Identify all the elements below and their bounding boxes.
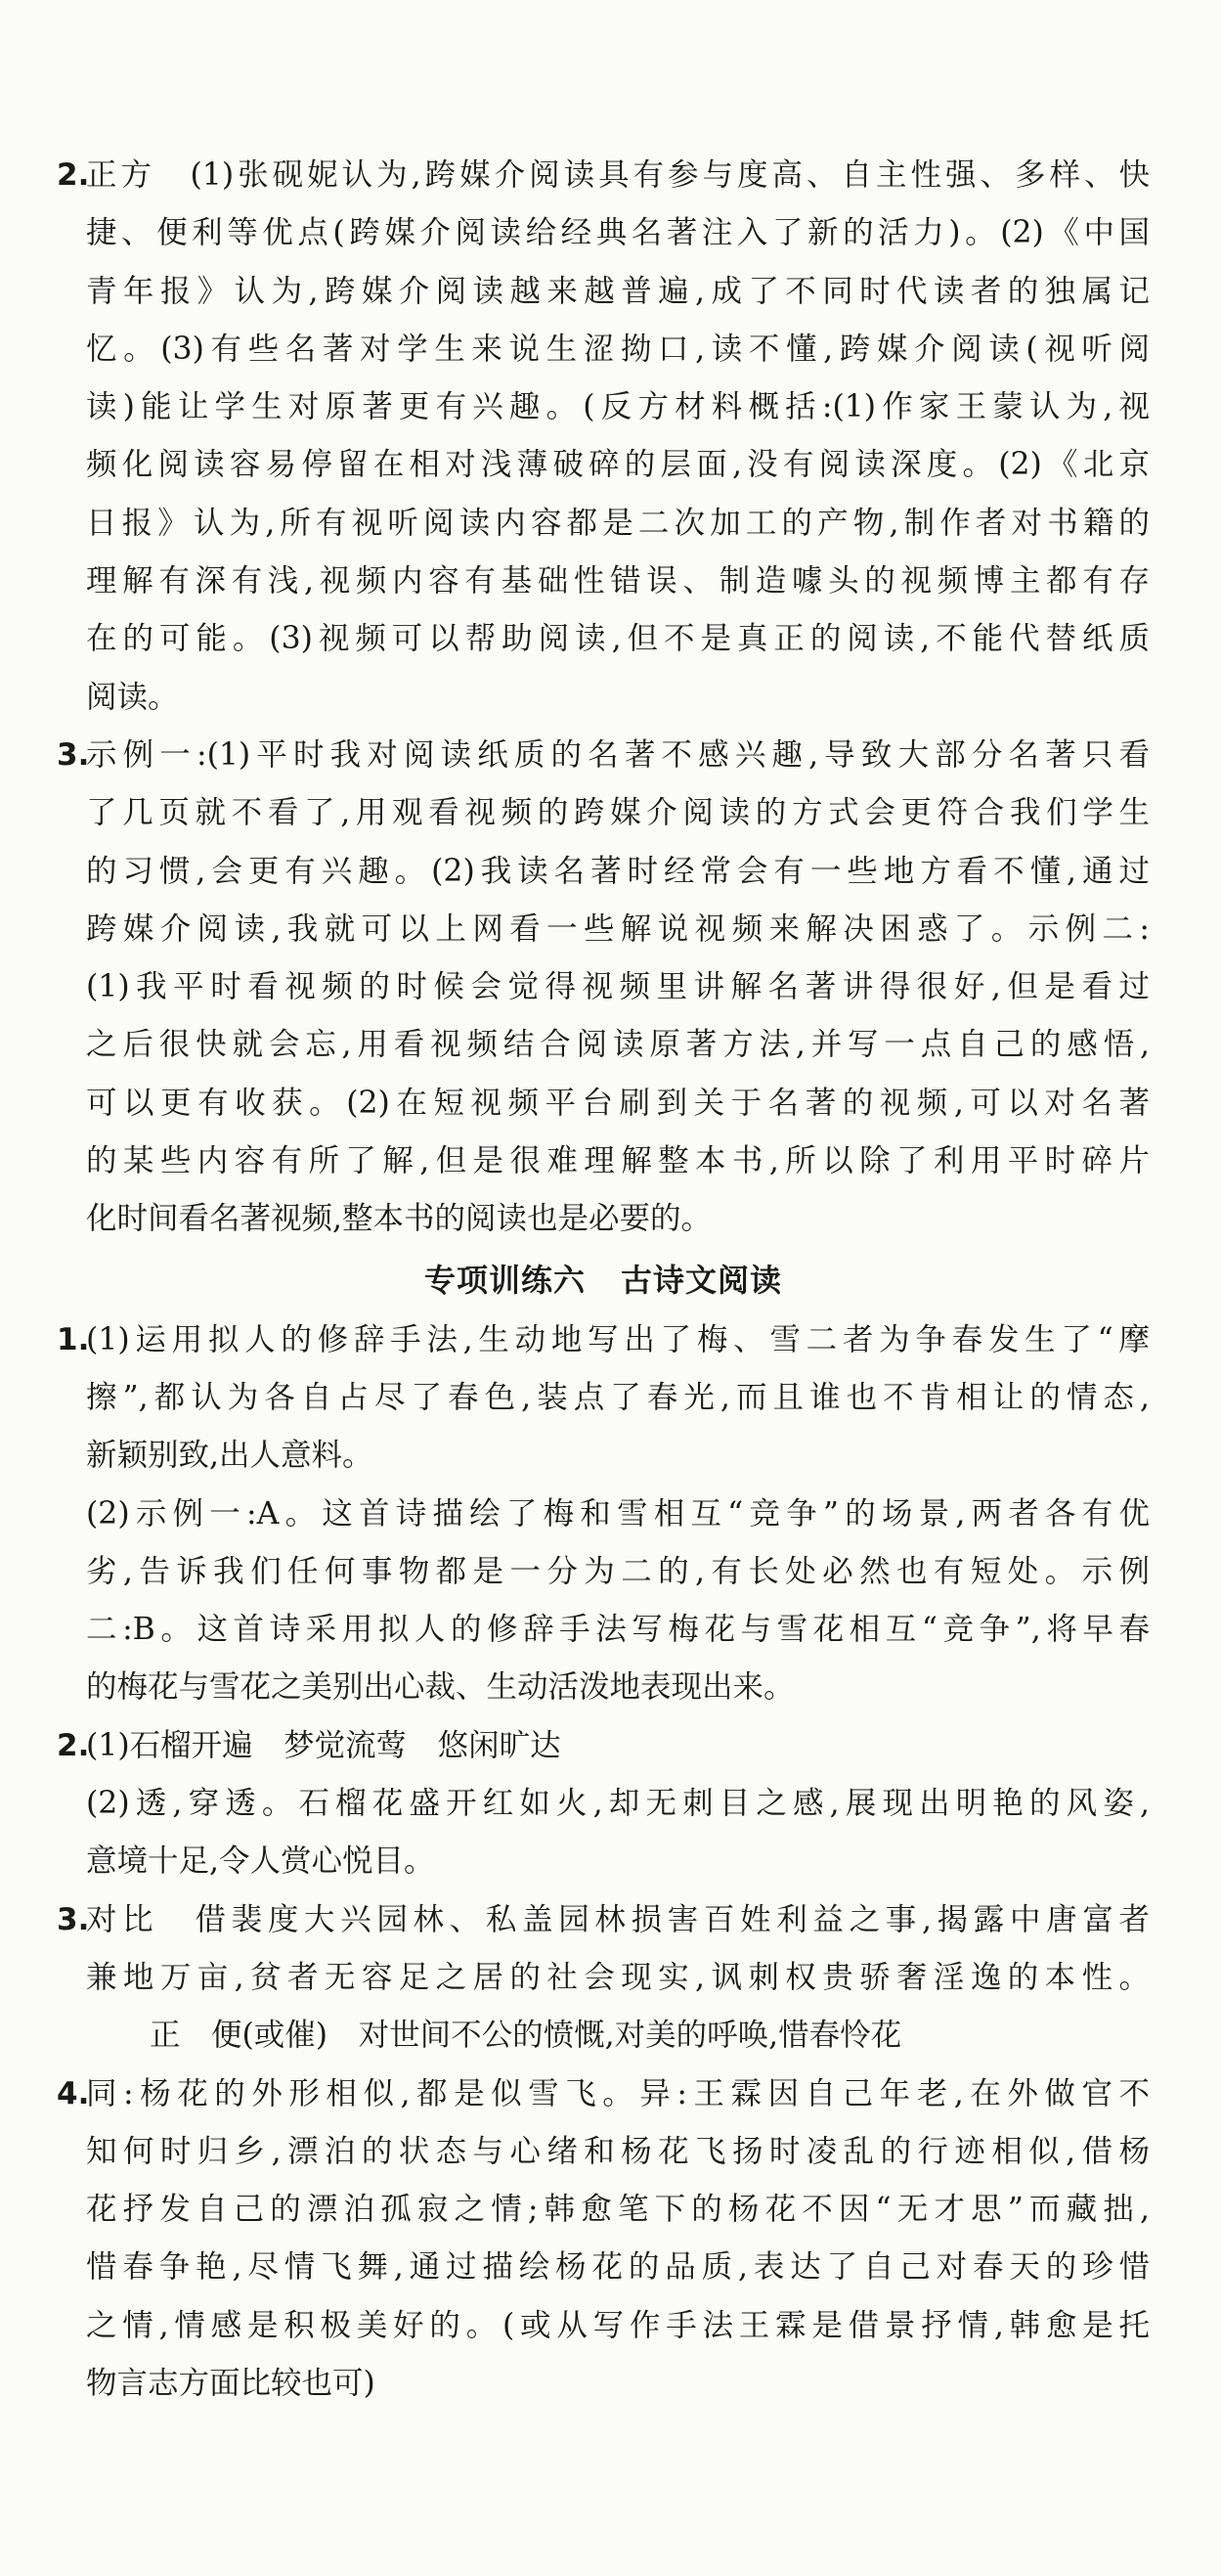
- section-item-4: [57, 2065, 1150, 2414]
- text-line: 的某些内容有所了解,但是很难理解整本书,所以除了利用平时碎片: [86, 1143, 1150, 1179]
- section-heading-part1: 专项训练六: [423, 1261, 586, 1299]
- item-number: 4.: [57, 2075, 90, 2111]
- text-line: 青年报》认为,跨媒介阅读越来越普遍,成了不同时代读者的独属记: [86, 273, 1150, 309]
- item-number: 3.: [57, 1901, 90, 1937]
- text-line: 之后很快就会忘,用看视频结合阅读原著方法,并写一点自己的感悟,: [86, 1027, 1150, 1063]
- text-line: 3. 示例一:(1)平时我对阅读纸质的名著不感兴趣,导致大部分名著只看: [57, 727, 1150, 784]
- text-line: 了几页就不看了,用观看视频的跨媒介阅读的方式会更符合我们学生: [86, 795, 1150, 831]
- text-line: 4. 同:杨花的外形相似,都是似雪飞。异:王霖因自己年老,在外做官不: [57, 2065, 1150, 2123]
- text-line: 的习惯,会更有兴趣。(2)我读名著时经常会有一些地方看不懂,通过: [86, 853, 1150, 889]
- item-number: 3.: [57, 736, 90, 773]
- item-number: 2.: [57, 157, 90, 193]
- text-line: 化时间看名著视频,整本书的阅读也是必要的。: [86, 1201, 713, 1237]
- text-line: 2. 正方 (1)张砚妮认为,跨媒介阅读具有参与度高、自主性强、多样、快: [57, 147, 1150, 204]
- text-line: 2. (1)石榴开遍 梦觉流莺 悠闲旷达: [57, 1717, 1150, 1775]
- text-line: 可以更有收获。(2)在短视频平台刷到关于名著的视频,可以对名著: [86, 1085, 1150, 1121]
- section-item-3: [57, 1891, 1150, 2065]
- text-line: 读)能让学生对原著更有兴趣。(反方材料概括:(1)作家王蒙认为,视: [86, 389, 1150, 425]
- text-line: 二:B。这首诗采用拟人的修辞手法写梅花与雪花相互“竞争”,将早春: [86, 1612, 1150, 1648]
- text-line: 劣,告诉我们任何事物都是一分为二的,有长处必然也有短处。示例: [86, 1553, 1150, 1589]
- text-line: 花抒发自己的漂泊孤寂之情;韩愈笔下的杨花不因“无才思”而藏拙,: [86, 2192, 1150, 2228]
- text-line: 捷、便利等优点(跨媒介阅读给经典名著注入了新的活力)。(2)《中国: [86, 215, 1150, 251]
- text-line: 日报》认为,所有视听阅读内容都是二次加工的产物,制作者对书籍的: [86, 505, 1150, 541]
- text-line: 新颖别致,出人意料。: [86, 1438, 373, 1474]
- text-line: 理解有深有浅,视频内容有基础性错误、制造噱头的视频博主都有存: [86, 563, 1150, 600]
- text-line: (2)透,穿透。石榴花盛开红如火,却无刺目之感,展现出明艳的风姿,: [86, 1786, 1150, 1822]
- text-line: 跨媒介阅读,我就可以上网看一些解说视频来解决困惑了。示例二:: [86, 910, 1150, 947]
- section-heading-part2: 古诗文阅读: [621, 1261, 783, 1299]
- text-line: 频化阅读容易停留在相对浅薄破碎的层面,没有阅读深度。(2)《北京: [86, 447, 1150, 483]
- answer-item-2: [57, 147, 1150, 727]
- answer-item-3: [57, 727, 1150, 1249]
- text-line: 之情,情感是积极美好的。(或从写作手法王霖是借景抒情,韩愈是托: [86, 2307, 1150, 2343]
- text-line: 1. (1)运用拟人的修辞手法,生动地写出了梅、雪二者为争春发生了“摩: [57, 1311, 1150, 1369]
- item-number: 2.: [57, 1727, 90, 1763]
- text-line: 惜春争艳,尽情飞舞,通过描绘杨花的品质,表达了自己对春天的珍惜: [86, 2249, 1150, 2286]
- text-line: 意境十足,令人赏心悦目。: [86, 1843, 435, 1880]
- text-line: (1)我平时看视频的时候会觉得视频里讲解名著讲得很好,但是看过: [86, 969, 1150, 1005]
- text-line: (2)示例一:A。这首诗描绘了梅和雪相互“竞争”的场景,两者各有优: [86, 1495, 1150, 1532]
- text-line: 阅读。: [86, 679, 179, 715]
- text-line: 擦”,都认为各自占尽了春色,装点了春光,而且谁也不肯相让的情态,: [86, 1379, 1150, 1415]
- text-line: 忆。(3)有些名著对学生来说生涩拗口,读不懂,跨媒介阅读(视听阅: [86, 331, 1150, 367]
- section-item-2: [57, 1717, 1150, 1891]
- section-item-1: [57, 1311, 1150, 1717]
- text-line: 正 便(或催) 对世间不公的愤慨,对美的呼唤,惜春怜花: [150, 2018, 902, 2054]
- text-line: 物言志方面比较也可): [86, 2365, 375, 2401]
- answer-page: [57, 147, 1150, 2413]
- text-line: 兼地万亩,贫者无容足之居的社会现实,讽刺权贵骄奢淫逸的本性。: [86, 1959, 1150, 1995]
- text-line: 在的可能。(3)视频可以帮助阅读,但不是真正的阅读,不能代替纸质: [86, 621, 1150, 657]
- section-heading: [57, 1249, 1150, 1311]
- text-line: 的梅花与雪花之美别出心裁、生动活泼地表现出来。: [86, 1669, 795, 1706]
- text-line: 3. 对比 借裴度大兴园林、私盖园林损害百姓利益之事,揭露中唐富者: [57, 1891, 1150, 1949]
- item-number: 1.: [57, 1321, 90, 1357]
- text-line: 知何时归乡,漂泊的状态与心绪和杨花飞扬时凌乱的行迹相似,借杨: [86, 2133, 1150, 2169]
